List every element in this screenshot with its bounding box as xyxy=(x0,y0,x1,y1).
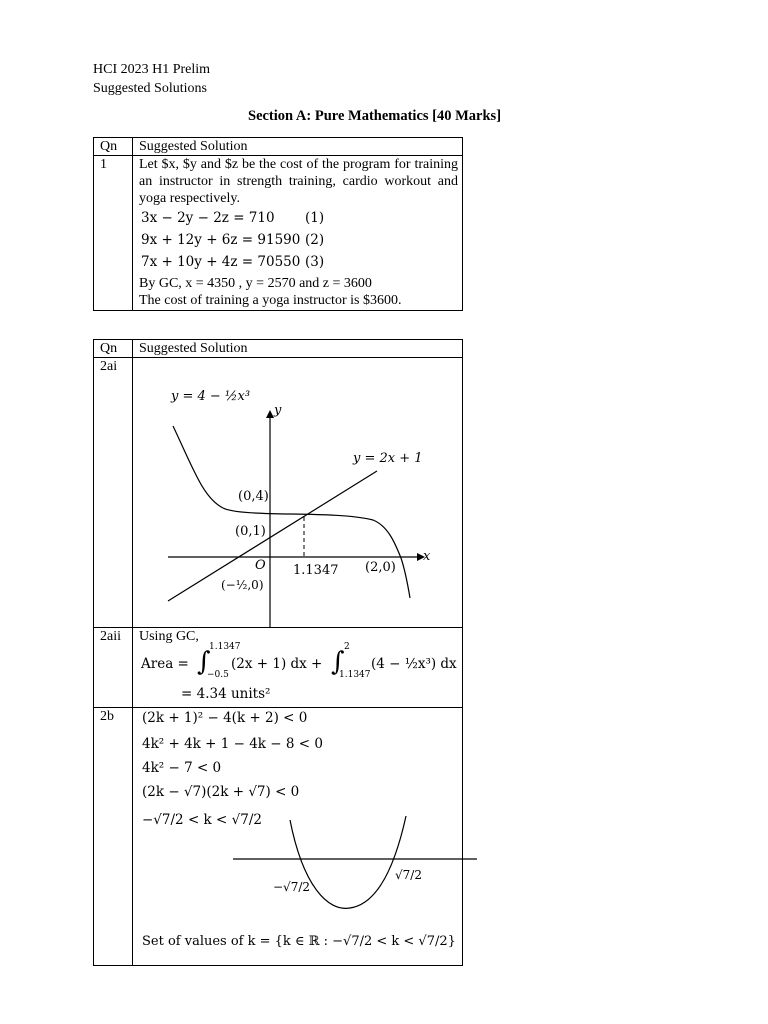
header-line2: Suggested Solutions xyxy=(93,81,207,96)
range-right: √7/2 xyxy=(231,812,262,828)
int1-lower: −0.5 xyxy=(207,670,229,680)
q1-table xyxy=(93,137,463,311)
q2aii-row xyxy=(94,628,463,708)
x-axis-label: x xyxy=(423,549,431,564)
point-2-0-label: (2,0) xyxy=(365,560,396,575)
point-neg-half-label: (−½,0) xyxy=(221,578,264,592)
q2ai-graph xyxy=(133,358,461,627)
q2b-parabola-sketch xyxy=(133,816,461,926)
q2b-solution xyxy=(133,708,463,966)
doc-header xyxy=(93,60,210,98)
q1-number: 1 xyxy=(94,156,133,311)
q1-row xyxy=(94,156,463,311)
table-header-row-2 xyxy=(94,340,463,358)
q1-eq3-tag: (3) xyxy=(305,254,325,270)
header-qn: Qn xyxy=(94,138,133,156)
q1-eq2 xyxy=(139,229,458,251)
q2b-number: 2b xyxy=(94,708,133,966)
q2ai-number: 2ai xyxy=(94,358,133,628)
q1-eq3-expr: 7x + 10y + 4z = 70550 xyxy=(141,254,301,270)
q2b-line4: (2k − √7)(2k + √7) < 0 xyxy=(142,784,300,800)
q2b-line3: 4k² − 7 < 0 xyxy=(142,760,222,776)
q2b-line2: 4k² + 4k + 1 − 4k − 8 < 0 xyxy=(142,736,323,752)
q1-eq1 xyxy=(139,207,458,229)
q1-eq3 xyxy=(139,251,458,273)
int2-upper: 2 xyxy=(344,642,350,652)
q1-conclusion: The cost of training a yoga instructor is $3600. xyxy=(139,293,402,308)
integral-sign-2: ∫ xyxy=(331,647,345,677)
int2-lower: 1.1347 xyxy=(339,670,371,680)
q1-eq1-expr: 3x − 2y − 2z = 710 xyxy=(141,210,275,226)
q2aii-gc-text: Using GC, xyxy=(139,629,199,644)
table-header-row xyxy=(94,138,463,156)
line-y-2x-plus-1 xyxy=(168,471,377,601)
q2aii-number: 2aii xyxy=(94,628,133,708)
area-result: = 4.34 units² xyxy=(181,686,271,702)
intersect-x-label: 1.1347 xyxy=(293,563,339,578)
int1-upper: 1.1347 xyxy=(209,642,241,652)
y-axis-arrow xyxy=(266,410,274,418)
origin-label: O xyxy=(255,558,266,573)
q2b-set: Set of values of k = {k ∈ ℝ : −√7/2 < k < √7/2} xyxy=(142,934,456,949)
area-expression xyxy=(139,642,458,683)
q2aii-solution xyxy=(133,628,463,708)
point-0-4-label: (0,4) xyxy=(238,489,269,504)
parabola-curve xyxy=(290,816,406,908)
root-left-label: −√7/2 xyxy=(273,880,311,894)
point-0-1-label: (0,1) xyxy=(235,524,266,539)
q1-solution xyxy=(133,156,463,311)
q1-eq2-tag: (2) xyxy=(305,232,325,248)
integral-sign-1: ∫ xyxy=(197,647,211,677)
q1-intro: Let $x, $y and $z be the cost of the program for training an instructor in strength training, cardio workout and yoga respectively. xyxy=(139,157,458,206)
header-qn-2: Qn xyxy=(94,340,133,358)
root-right-label: √7/2 xyxy=(395,868,422,882)
area-label: Area = xyxy=(141,656,189,672)
q2b-row xyxy=(94,708,463,966)
q1-eq1-tag: (1) xyxy=(305,210,325,226)
range-left: −√7/2 xyxy=(142,812,184,828)
range-mid: < k < xyxy=(187,812,228,828)
header-solution: Suggested Solution xyxy=(133,138,463,156)
q2ai-solution xyxy=(133,358,463,628)
q2b-line1: (2k + 1)² − 4(k + 2) < 0 xyxy=(142,710,308,726)
q2ai-row xyxy=(94,358,463,628)
section-title: Section A: Pure Mathematics [40 Marks] xyxy=(248,108,502,124)
header-solution-2: Suggested Solution xyxy=(133,340,463,358)
curve-label: y = 4 − ½x³ xyxy=(171,389,251,404)
line-label: y = 2x + 1 xyxy=(353,451,423,466)
int1-body: (2x + 1) dx + xyxy=(231,656,323,672)
header-line1: HCI 2023 H1 Prelim xyxy=(93,62,211,77)
q1-gc-line: By GC, x = 4350 , y = 2570 and z = 3600 xyxy=(139,276,372,291)
q2-table xyxy=(93,339,463,966)
y-axis-label: y xyxy=(274,403,282,418)
int2-body: (4 − ½x³) dx xyxy=(371,656,457,672)
q1-eq2-expr: 9x + 12y + 6z = 91590 xyxy=(141,232,301,248)
